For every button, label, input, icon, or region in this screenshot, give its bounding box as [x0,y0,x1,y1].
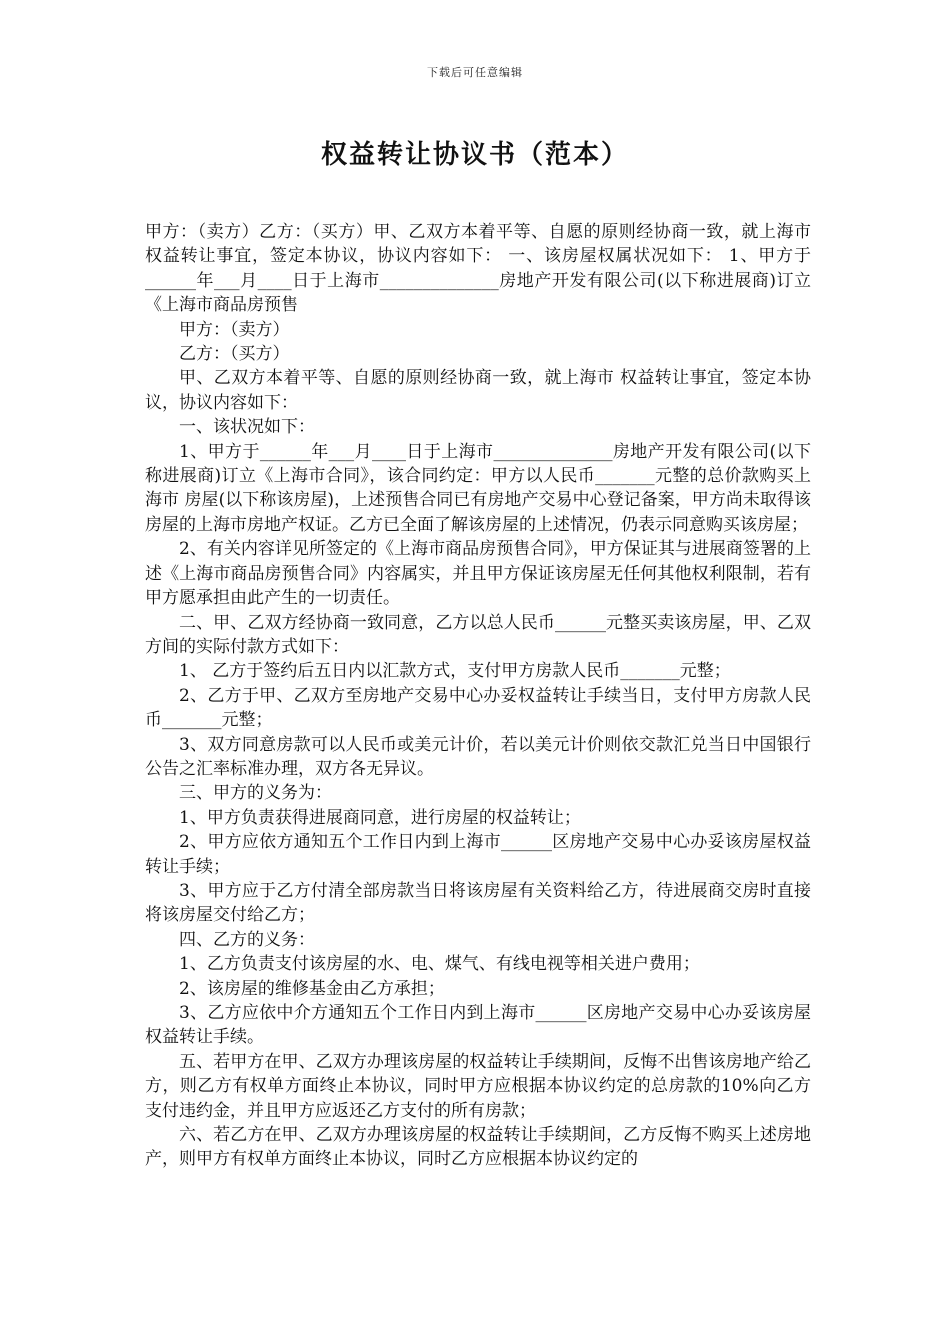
header-note: 下载后可任意编辑 [427,66,523,79]
document-body [145,220,811,1172]
paragraph-party-a: 甲方：（卖方） [179,319,290,340]
section-5: 五、若甲方在甲、乙双方办理该房屋的权益转让手续期间，反悔不出售该房地产给乙方，则乙方有权单方面终止本协议，同时甲方应根据本协议约定的总房款的10%向乙方支付违约金，并且甲方应返还乙方支付的所有房款； [145,1051,811,1121]
clause-1-1: 1、甲方于______年___月____日于上海市______________房地产开发有限公司(以下称进展商)订立《上海市合同》，该合同约定：甲方以人民币_______元整的总价款购买上海市 房屋(以下称该房屋)，上述预售合同已有房地产交易中心登记备案，甲方尚未取得该房屋的上海市房地产权证。乙方已全面了解该房屋的上述情况，仍表示同意购买该房屋； [145,441,811,535]
paragraph-intro: 甲方：（卖方）乙方：（买方）甲、乙双方本着平等、自愿的原则经协商一致，就上海市 权益转让事宜，签定本协议，协议内容如下： 一、该房屋权属状况如下： 1、甲方于______年___月____日于上海市______________房地产开发有限公司(以下称进展商)订立《上海市商品房预售 [145,222,811,316]
clause-1-2: 2、有关内容详见所签定的《上海市商品房预售合同》，甲方保证其与进展商签署的上述《上海市商品房预售合同》内容属实，并且甲方保证该房屋无任何其他权利限制，若有甲方愿承担由此产生的一切责任。 [145,539,811,609]
clause-3-3: 3、甲方应于乙方付清全部房款当日将该房屋有关资料给乙方，待进展商交房时直接将该房屋交付给乙方； [145,880,811,926]
clause-4-2: 2、该房屋的维修基金由乙方承担； [179,978,445,999]
clause-4-1: 1、乙方负责支付该房屋的水、电、煤气、有线电视等相关进户费用； [179,954,700,975]
clause-2-2: 2、乙方于甲、乙双方至房地产交易中心办妥权益转让手续当日，支付甲方房款人民币_______元整； [145,685,811,731]
section-heading-1: 一、该状况如下： [179,417,315,438]
clause-2-1: 1、 乙方于签约后五日内以汇款方式，支付甲方房款人民币_______元整； [179,661,731,682]
clause-4-3: 3、乙方应依中介方通知五个工作日内到上海市______区房地产交易中心办妥该房屋权益转让手续。 [145,1003,811,1048]
section-6: 六、若乙方在甲、乙双方办理该房屋的权益转让手续期间，乙方反悔不购买上述房地产，则甲方有权单方面终止本协议，同时乙方应根据本协议约定的 [145,1125,811,1170]
clause-3-2: 2、甲方应依方通知五个工作日内到上海市______区房地产交易中心办妥该房屋权益转让手续； [145,832,811,877]
section-heading-3: 三、甲方的义务为： [179,783,332,804]
document-title: 权益转让协议书（范本） [320,140,629,170]
paragraph-preamble: 甲、乙双方本着平等、自愿的原则经协商一致，就上海市 权益转让事宜，签定本协议，协议内容如下： [145,368,811,413]
clause-3-1: 1、甲方负责获得进展商同意，进行房屋的权益转让； [179,807,581,828]
section-heading-4: 四、乙方的义务： [179,929,315,950]
paragraph-party-b: 乙方：（买方） [179,344,290,365]
section-heading-2: 二、甲、乙双方经协商一致同意，乙方以总人民币______元整买卖该房屋，甲、乙双方间的实际付款方式如下： [145,612,811,657]
clause-2-3: 3、双方同意房款可以人民币或美元计价，若以美元计价则依交款汇兑当日中国银行公告之汇率标准办理，双方各无异议。 [145,734,811,779]
